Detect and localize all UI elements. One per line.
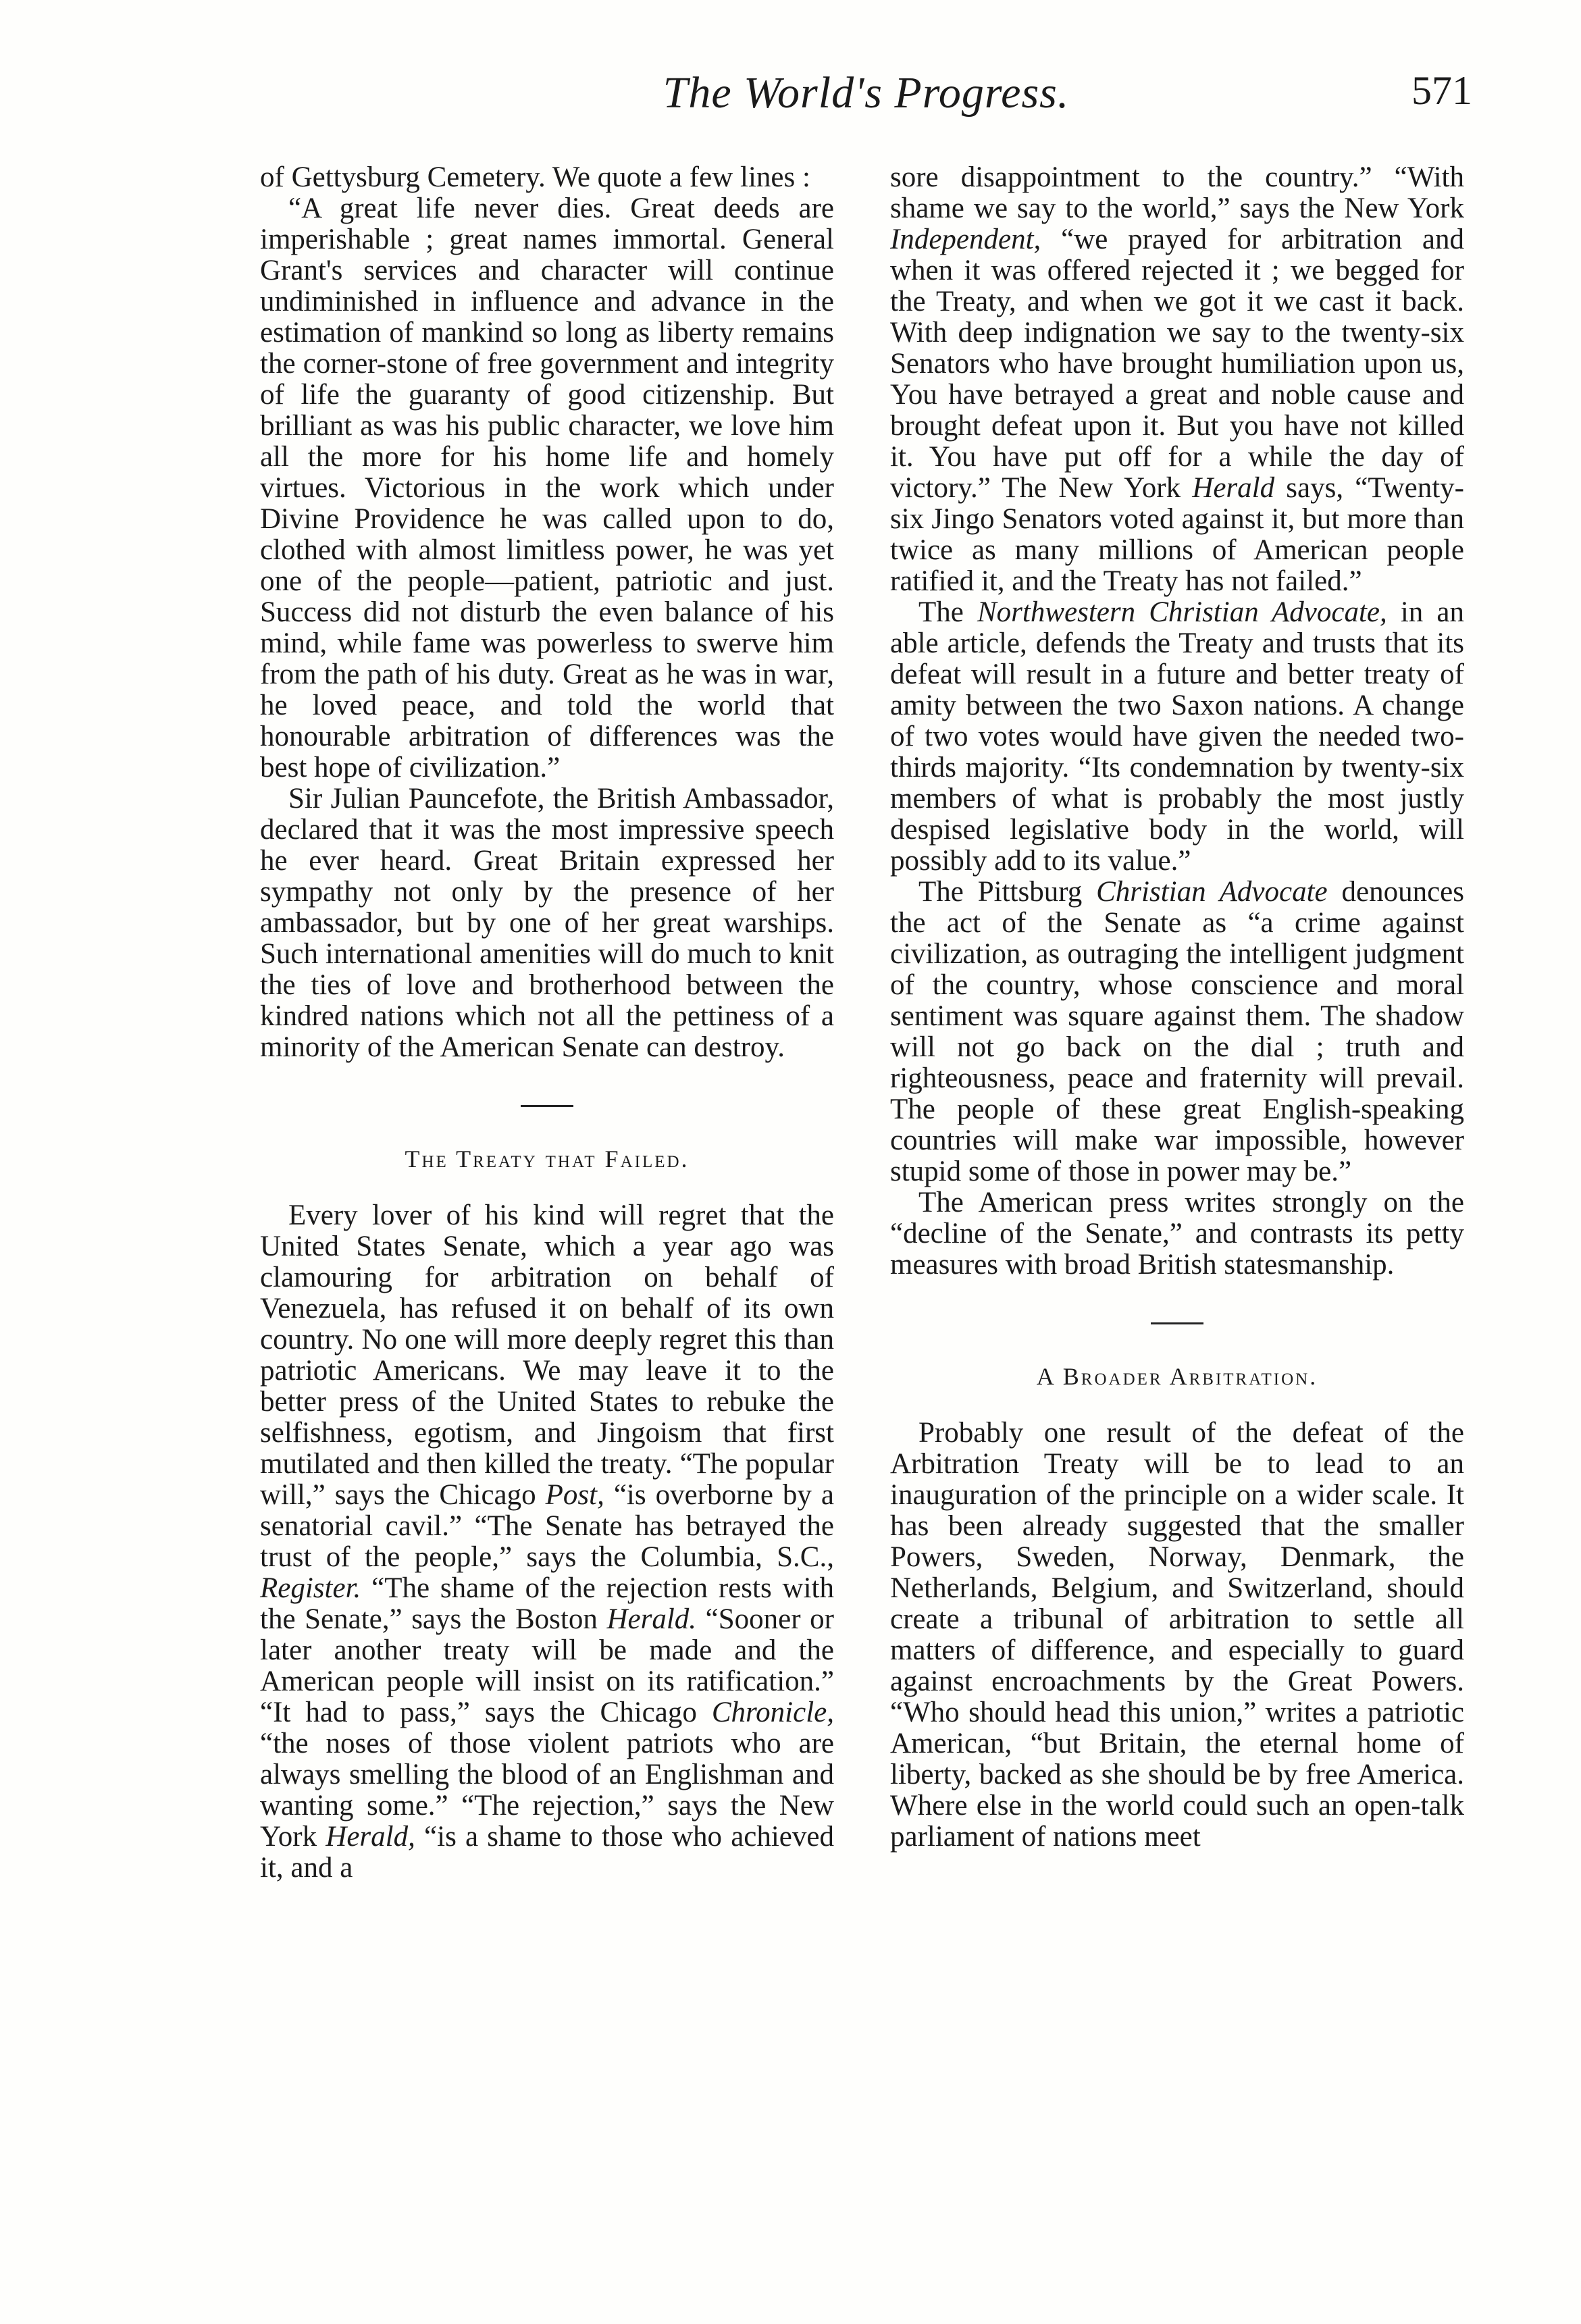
section-divider bbox=[1151, 1322, 1203, 1324]
text-run: “is overborne by a senatorial cavil.” “The Senate has betrayed the trust of the people,” says the Columbia, S.C., bbox=[260, 1479, 834, 1573]
newspaper-name: Independent, bbox=[890, 224, 1041, 255]
newspaper-name: Northwestern Christian Advocate, bbox=[977, 596, 1387, 628]
newspaper-name: Post, bbox=[545, 1479, 604, 1511]
section-heading-treaty-failed: The Treaty that Failed. bbox=[405, 1145, 690, 1172]
newspaper-name: Christian Advocate bbox=[1096, 876, 1328, 908]
running-title: The World's Progress. bbox=[663, 68, 1070, 118]
newspaper-name: Chronicle, bbox=[711, 1697, 834, 1728]
text-run: “we prayed for arbitration and when it was offered rejected it ; we begged for the Treaty, and when we got it we cast it back. With deep indignation we say to the twenty-six Senators who have brought humiliation upon us, You have betrayed a great and noble cause and brought defeat upon it. But you have not killed it. You have put off for a while the day of victory.” The New York bbox=[890, 224, 1464, 504]
text-run: sore disappointment to the country.” “With shame we say to the world,” says the New York bbox=[890, 161, 1464, 224]
right-column bbox=[890, 162, 1464, 1853]
newspaper-name: Herald. bbox=[606, 1603, 697, 1635]
text-run: “The shame of the rejection rests with the Senate,” says the Boston bbox=[260, 1572, 834, 1635]
left-column bbox=[260, 162, 834, 1884]
section-heading-broader-arbitration: A Broader Arbitration. bbox=[1036, 1363, 1318, 1390]
paragraph-broader-arbitration: Probably one result of the defeat of the Arbitration Treaty will be to lead to an inauguration of the principle on a wider scale. It has been already suggested that the smaller Powers, Sweden, Norway, Denmark, the Netherlands, Belgium, and Switzerland, should create a tribunal of arbitration to settle all matters of difference, and especially to guard against encroachments by the Great Powers. “Who should head this union,” writes a patriotic American, “but Britain, the eternal home of liberty, backed as she should be by free America. Where else in the world could such an open-talk parliament of nations meet bbox=[890, 1417, 1464, 1853]
paragraph-pittsburg-advocate bbox=[890, 877, 1464, 1187]
paragraph-independent bbox=[890, 162, 1464, 597]
page-header bbox=[260, 68, 1472, 128]
newspaper-name: Register. bbox=[260, 1572, 361, 1604]
text-run: “the noses of those violent patriots who are always smelling the blood of an Englishman and wanting some.” “The rejection,” says the New York bbox=[260, 1728, 834, 1853]
paragraph-quote-intro: of Gettysburg Cemetery. We quote a few lines : bbox=[260, 161, 810, 193]
text-run: Every lover of his kind will regret that the United States Senate, which a year ago was clamouring for arbitration on behalf of Venezuela, has refused it on behalf of its own country. No one will more deeply regret this than patriotic Americans. We may leave it to the better press of the United States to rebuke the selfishness, egotism, and Jingoism that first mutilated and then killed the treaty. “The popular will,” says the Chicago bbox=[260, 1199, 834, 1511]
paragraph-grant-quote: “A great life never dies. Great deeds are imperishable ; great names immortal. General Grant's services and character will continue undiminished in influence and advance in the estimation of mankind so long as liberty remains the corner-stone of free government and integrity of life the guaranty of good citizenship. But brilliant as was his public character, we love him all the more for his home life and homely virtues. Victorious in the work which under Divine Providence he was called upon to do, clothed with almost limitless power, he was yet one of the people—patient, patriotic and just. Success did not disturb the even balance of his mind, while fame was powerless to swerve him from the path of his duty. Great as he was in war, he loved peace, and told the world that honourable arbitration of differences was the best hope of civilization.” bbox=[260, 192, 834, 783]
text-run: in an able article, defends the Treaty and trusts that its defeat will result in a future and better treaty of amity between the two Saxon nations. A change of two votes would have given the needed two-thirds majority. “Its condemnation by twenty-six members of what is probably the most justly despised legislative body in the world, will possibly add to its value.” bbox=[890, 596, 1464, 877]
paragraph-treaty-failed bbox=[260, 1200, 834, 1884]
text-run: says, “Twenty-six Jingo Senators voted against it, but more than twice as many millions of American people ratified it, and the Treaty has not failed.” bbox=[890, 472, 1464, 597]
text-run: The Pittsburg bbox=[918, 876, 1097, 908]
page-number: 571 bbox=[1411, 68, 1472, 113]
newspaper-name: Herald, bbox=[326, 1821, 415, 1853]
text-run: The bbox=[918, 596, 977, 628]
section-divider bbox=[521, 1105, 573, 1107]
text-run: “is a shame to those who achieved it, and a bbox=[260, 1821, 834, 1884]
text-run: “Sooner or later another treaty will be made and the American people will insist on its ratification.” “It had to pass,” says the Chicago bbox=[260, 1603, 834, 1728]
paragraph-american-press: The American press writes strongly on the “decline of the Senate,” and contrasts its petty measures with broad British statesmanship. bbox=[890, 1187, 1464, 1281]
paragraph-pauncefote: Sir Julian Pauncefote, the British Ambassador, declared that it was the most impressive speech he ever heard. Great Britain expressed her sympathy not only by the presence of her ambassador, but by one of her great warships. Such international amenities will do much to knit the ties of love and brotherhood between the kindred nations which not all the pettiness of a minority of the American Senate can destroy. bbox=[260, 783, 834, 1063]
newspaper-name: Herald bbox=[1192, 472, 1275, 504]
paragraph-northwestern-advocate bbox=[890, 597, 1464, 877]
text-run: denounces the act of the Senate as “a crime against civilization, as outraging the intelligent judgment of the country, whose conscience and moral sentiment was square against them. The shadow will not go back on the dial ; truth and righteousness, peace and fraternity will prevail. The people of these great English-speaking countries will make war impossible, however stupid some of those in power may be.” bbox=[890, 876, 1464, 1187]
